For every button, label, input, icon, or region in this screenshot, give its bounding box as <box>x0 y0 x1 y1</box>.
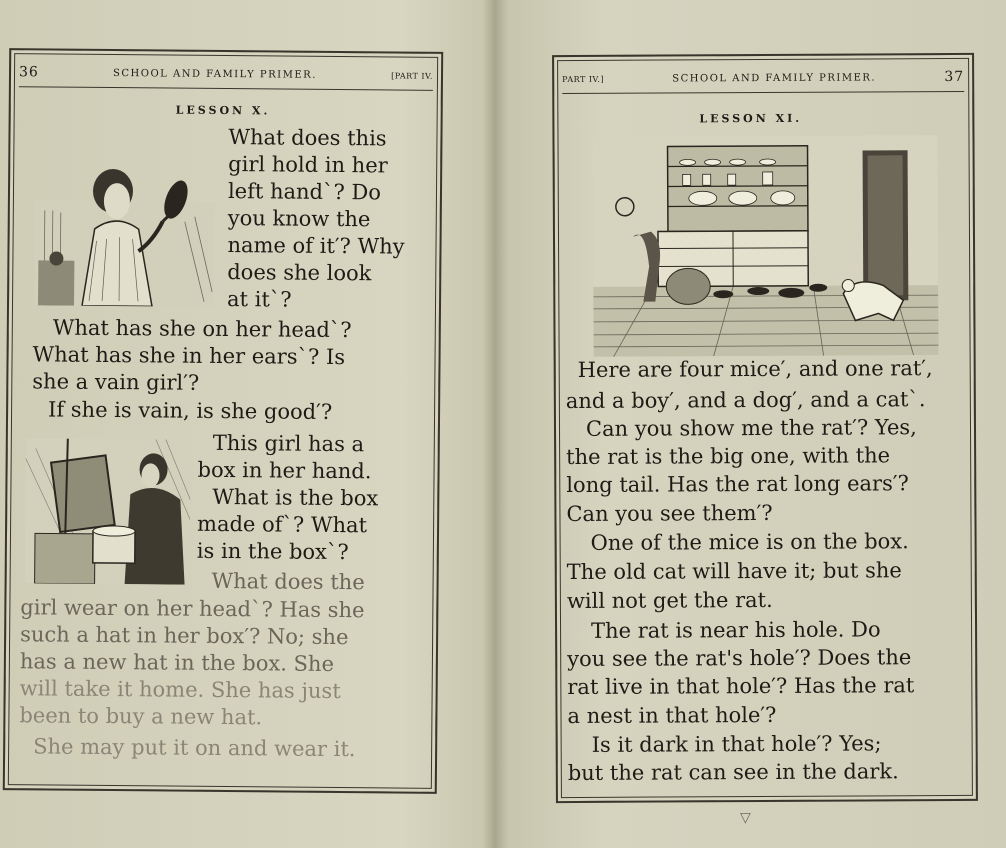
right-running-head <box>562 63 964 94</box>
left-line-23: She may put it on and wear it. <box>33 734 356 762</box>
right-line-10: The rat is near his hole. Do <box>590 617 881 643</box>
left-line-18: girl wear on her head`? Has she <box>20 595 365 623</box>
right-line-13: a nest in that hole′? <box>567 702 777 729</box>
right-line-14: Is it dark in that hole′? Yes; <box>591 731 882 757</box>
left-page-frame <box>3 48 443 794</box>
left-line-10: she a vain girl′? <box>32 369 200 395</box>
right-line-1: Here are four mice′, and one rat′, <box>577 356 933 382</box>
right-running-title: SCHOOL AND FAMILY PRIMER. <box>672 71 877 84</box>
right-line-7: One of the mice is on the box. <box>590 529 909 555</box>
left-line-3: left hand`? Do <box>227 179 382 205</box>
right-line-11: you see the rat's hole′? Does the <box>567 645 912 672</box>
right-line-3: Can you show me the rat′? Yes, <box>585 415 917 441</box>
left-line-19: such a hat in her box′? No; she <box>20 622 349 650</box>
woman-with-box-illustration <box>25 438 191 584</box>
left-line-22: been to buy a new hat. <box>19 703 263 730</box>
right-part-label: PART IV.] <box>562 74 605 84</box>
right-line-15: but the rat can see in the dark. <box>567 759 899 786</box>
left-line-2: girl hold in her <box>228 152 388 178</box>
right-line-8: The old cat will have it; but she <box>566 558 902 585</box>
left-line-14: What is the box <box>212 484 379 511</box>
left-line-8: What has she on her head`? <box>52 315 352 343</box>
left-line-6: does she look <box>227 260 372 286</box>
left-line-15: made of`? What <box>196 511 368 538</box>
right-page-frame <box>552 53 978 803</box>
left-line-17: What does the <box>211 568 365 595</box>
kitchen-rat-illustration <box>592 135 938 357</box>
right-lesson-title: LESSON XI. <box>699 111 803 126</box>
right-line-6: Can you see them′? <box>566 500 773 527</box>
left-line-9: What has she in her ears`? Is <box>32 342 346 370</box>
left-line-16: is in the box`? <box>196 538 349 565</box>
right-line-4: the rat is the big one, with the <box>566 443 891 470</box>
left-running-title: SCHOOL AND FAMILY PRIMER. <box>113 67 317 81</box>
right-line-5: long tail. Has the rat long ears′? <box>566 471 909 498</box>
right-line-12: rat live in that hole′? Has the rat <box>567 673 915 700</box>
left-line-20: has a new hat in the box. She <box>19 649 335 676</box>
right-page-number: 37 <box>944 68 965 86</box>
left-page <box>0 0 490 848</box>
right-line-2: and a boy′, and a dog′, and a cat`. <box>565 387 926 414</box>
left-running-head <box>19 58 433 91</box>
page-mark-icon: ▽ <box>740 810 751 826</box>
girl-with-mirror-illustration <box>34 140 215 307</box>
left-page-number: 36 <box>18 64 39 81</box>
left-line-5: name of it′? Why <box>227 233 405 259</box>
right-page <box>496 0 1006 848</box>
left-line-13: box in her hand. <box>197 457 372 484</box>
left-part-label: [PART IV. <box>391 70 434 81</box>
left-line-4: you know the <box>227 206 371 232</box>
left-line-7: at it`? <box>226 287 292 312</box>
left-line-21: will take it home. She has just <box>19 676 341 704</box>
left-line-12: This girl has a <box>212 430 365 457</box>
left-lesson-title: LESSON X. <box>175 103 271 118</box>
right-line-9: will not get the rat. <box>566 587 773 614</box>
left-line-11: If she is vain, is she good′? <box>47 397 333 424</box>
left-line-1: What does this <box>228 125 387 151</box>
